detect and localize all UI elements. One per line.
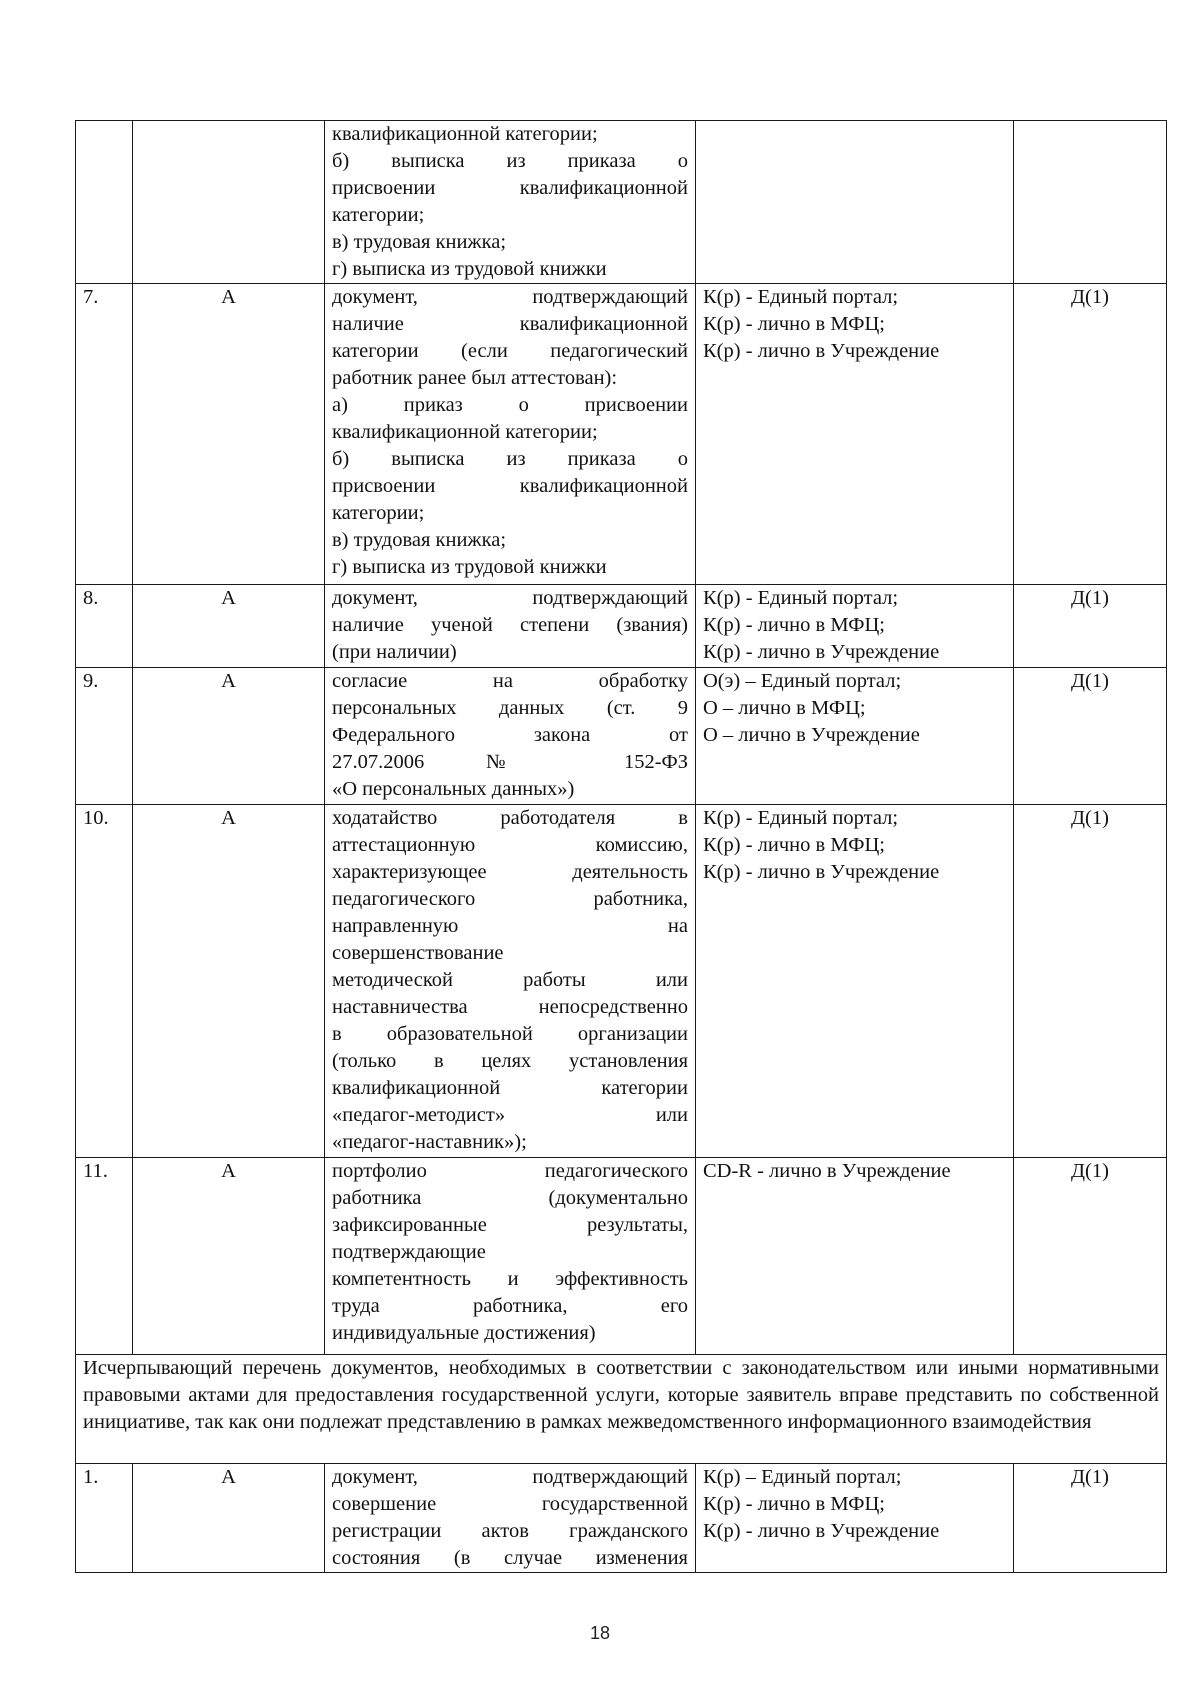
section-heading: Исчерпывающий перечень документов, необходимых в соответствии с законодательством или иными нормативными правовыми актами для предоставления государственной услуги, которые заявитель вправе представить по собственной инициативе, так как они подлежат представлению в рамках межведомственного информационного взаимодействия: [76, 1355, 1167, 1464]
doc-line: аттестационную комиссию,: [332, 834, 688, 856]
cell-code: А: [133, 585, 325, 668]
cell-requirement: Д(1): [1014, 585, 1167, 668]
doc-line: «О персональных данных»): [332, 778, 575, 800]
page-number: 18: [589, 1623, 611, 1643]
cell-document: [325, 668, 696, 805]
doc-line: в образовательной организации: [332, 1023, 688, 1045]
doc-line: зафиксированные результаты,: [332, 1214, 688, 1236]
doc-line: совершенствование: [332, 942, 504, 964]
cell-document: [325, 805, 696, 1158]
method-line: О – лично в Учреждение: [703, 724, 920, 746]
cell-method: [696, 1158, 1014, 1355]
cell-requirement: Д(1): [1014, 668, 1167, 805]
cell-code: [133, 121, 325, 284]
doc-line: работника (документально: [332, 1187, 688, 1209]
method-line: К(р) - лично в МФЦ;: [703, 1493, 885, 1515]
doc-line: присвоении квалификационной: [332, 475, 688, 497]
cell-number: 11.: [76, 1158, 133, 1355]
cell-requirement: Д(1): [1014, 1464, 1167, 1573]
cell-number: 9.: [76, 668, 133, 805]
cell-requirement: Д(1): [1014, 1158, 1167, 1355]
cell-number: 7.: [76, 284, 133, 585]
doc-line: б) выписка из приказа о: [332, 448, 688, 470]
method-line: CD-R - лично в Учреждение: [703, 1160, 951, 1182]
doc-line: портфолио педагогического: [332, 1160, 688, 1182]
doc-line: наставничества непосредственно: [332, 996, 688, 1018]
cell-number: 1.: [76, 1464, 133, 1573]
method-line: К(р) - лично в Учреждение: [703, 340, 940, 362]
doc-line: (при наличии): [332, 641, 457, 663]
doc-line: педагогического работника,: [332, 888, 688, 910]
cell-number: 10.: [76, 805, 133, 1158]
doc-line: (только в целях установления: [332, 1050, 688, 1072]
cell-document: [325, 284, 696, 585]
doc-line: категории (если педагогический: [332, 340, 688, 362]
doc-line: Федерального закона от: [332, 724, 688, 746]
doc-line: документ, подтверждающий: [332, 286, 688, 308]
doc-line: документ, подтверждающий: [332, 1466, 688, 1488]
method-line: К(р) - Единый портал;: [703, 587, 899, 609]
doc-line: наличие квалификационной: [332, 313, 688, 335]
doc-line: регистрации актов гражданского: [332, 1520, 688, 1542]
doc-line: ходатайство работодателя в: [332, 807, 688, 829]
table-row: [76, 805, 1167, 1158]
method-line: К(р) - лично в МФЦ;: [703, 834, 885, 856]
cell-code: А: [133, 805, 325, 1158]
doc-line: а) приказ о присвоении: [332, 394, 688, 416]
table-row: [76, 1464, 1167, 1573]
method-line: О – лично в МФЦ;: [703, 697, 866, 719]
table-row-continuation: [76, 121, 1167, 284]
doc-line: в) трудовая книжка;: [332, 529, 507, 551]
cell-requirement: Д(1): [1014, 805, 1167, 1158]
method-line: К(р) - лично в Учреждение: [703, 861, 940, 883]
cell-method: [696, 585, 1014, 668]
cell-method: [696, 668, 1014, 805]
method-line: К(р) - Единый портал;: [703, 286, 899, 308]
doc-line: компетентность и эффективность: [332, 1268, 688, 1290]
method-line: О(э) – Единый портал;: [703, 670, 902, 692]
cell-requirement: [1014, 121, 1167, 284]
doc-line: состояния (в случае изменения: [332, 1547, 688, 1569]
doc-line: категории;: [332, 204, 425, 226]
method-line: К(р) - лично в МФЦ;: [703, 614, 885, 636]
cell-requirement: Д(1): [1014, 284, 1167, 585]
doc-line: совершение государственной: [332, 1493, 688, 1515]
cell-method: [696, 121, 1014, 284]
doc-line: наличие ученой степени (звания): [332, 614, 688, 636]
cell-code: А: [133, 668, 325, 805]
doc-line: работник ранее был аттестован):: [332, 367, 618, 389]
method-line: К(р) – Единый портал;: [703, 1466, 902, 1488]
doc-line: квалификационной категории;: [332, 421, 598, 443]
cell-document: [325, 1158, 696, 1355]
table-row: [76, 585, 1167, 668]
doc-line: подтверждающие: [332, 1241, 486, 1263]
method-line: К(р) - лично в Учреждение: [703, 641, 940, 663]
doc-line: присвоении квалификационной: [332, 177, 688, 199]
doc-line: «педагог-методист» или: [332, 1104, 688, 1126]
cell-code: А: [133, 284, 325, 585]
table-row: [76, 284, 1167, 585]
doc-line: квалификационной категории: [332, 1077, 688, 1099]
doc-line: персональных данных (ст. 9: [332, 697, 688, 719]
cell-number: [76, 121, 133, 284]
cell-method: [696, 805, 1014, 1158]
cell-document: [325, 1464, 696, 1573]
doc-line: согласие на обработку: [332, 670, 688, 692]
documents-table: [75, 120, 1167, 1573]
cell-code: А: [133, 1464, 325, 1573]
cell-document: [325, 121, 696, 284]
table-row: [76, 1158, 1167, 1355]
method-line: К(р) - Единый портал;: [703, 807, 899, 829]
doc-line: квалификационной категории;: [332, 123, 598, 145]
doc-line: категории;: [332, 502, 425, 524]
doc-line: труда работника, его: [332, 1295, 688, 1317]
doc-line: 27.07.2006 № 152-ФЗ: [332, 751, 688, 773]
doc-line: документ, подтверждающий: [332, 587, 688, 609]
cell-number: 8.: [76, 585, 133, 668]
doc-line: в) трудовая книжка;: [332, 231, 507, 253]
cell-method: [696, 1464, 1014, 1573]
doc-line: г) выписка из трудовой книжки: [332, 556, 607, 578]
doc-line: методической работы или: [332, 969, 688, 991]
doc-line: направленную на: [332, 915, 688, 937]
doc-line: характеризующее деятельность: [332, 861, 688, 883]
cell-document: [325, 585, 696, 668]
cell-code: А: [133, 1158, 325, 1355]
cell-method: [696, 284, 1014, 585]
doc-line: «педагог-наставник»);: [332, 1131, 527, 1153]
section-heading-row: [76, 1355, 1167, 1464]
method-line: К(р) - лично в Учреждение: [703, 1520, 940, 1542]
doc-line: б) выписка из приказа о: [332, 150, 688, 172]
doc-line: индивидуальные достижения): [332, 1322, 596, 1344]
table-row: [76, 668, 1167, 805]
method-line: К(р) - лично в МФЦ;: [703, 313, 885, 335]
doc-line: г) выписка из трудовой книжки: [332, 258, 607, 280]
